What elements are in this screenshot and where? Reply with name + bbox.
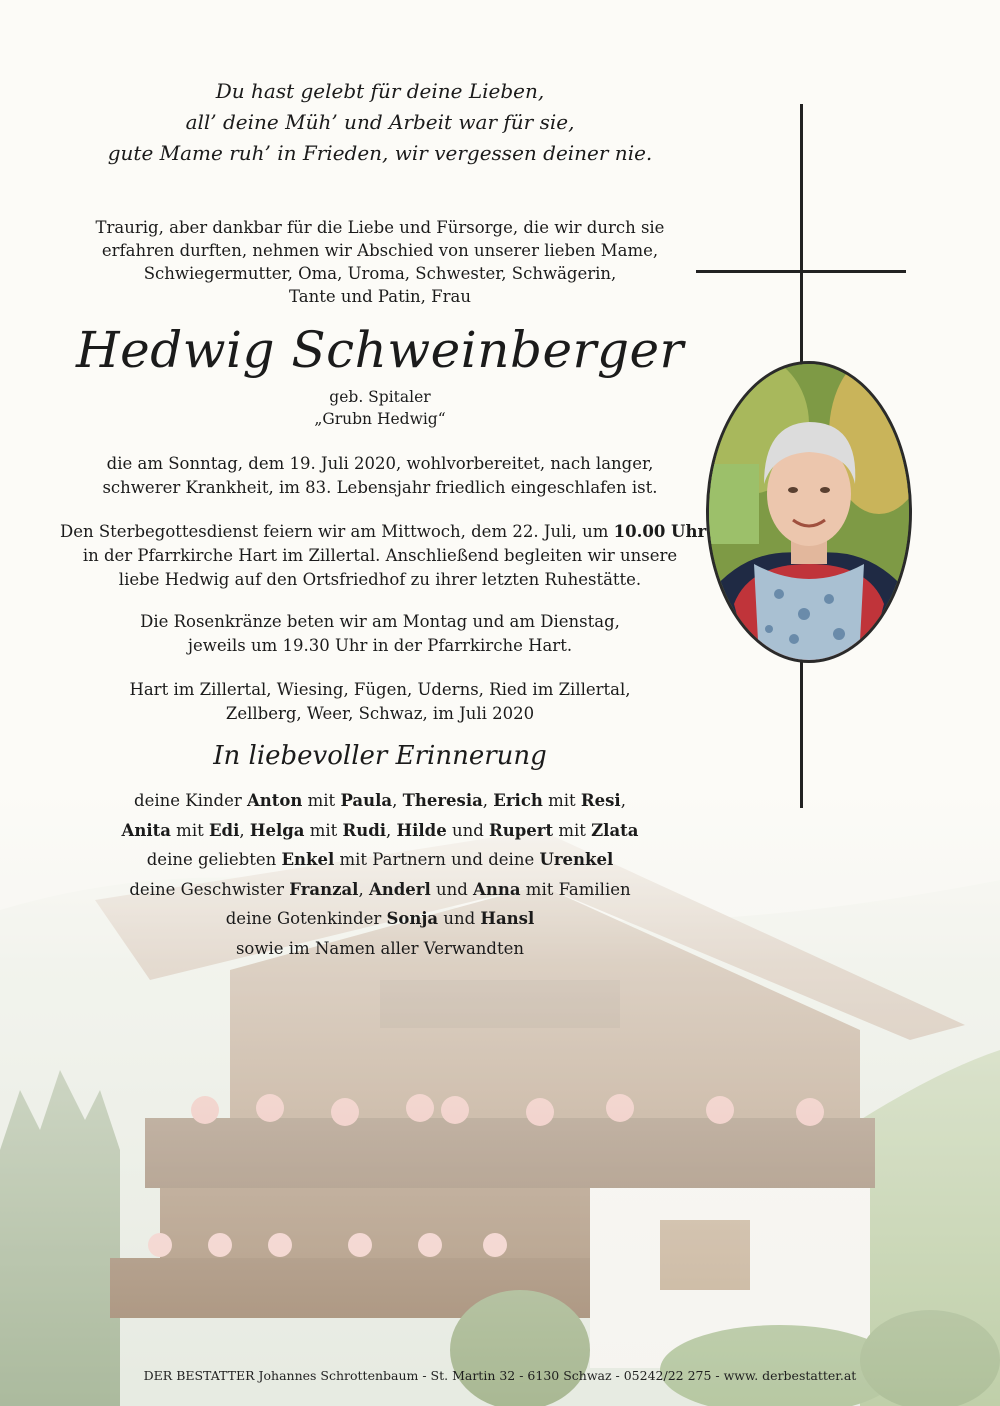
cross-horizontal-bar (696, 270, 906, 273)
memory-title: In liebevoller Erinnerung (213, 741, 547, 771)
funeral-home-footer: DER BESTATTER Johannes Schrottenbaum - St. Martin 32 - 6130 Schwaz - 05242/22 275 - www. derbestatter.at (143, 1368, 857, 1383)
text: deine Geschwister (129, 879, 290, 899)
name: Theresia (402, 791, 483, 810)
mourners-line-4 (60, 875, 700, 905)
places-line-2: Zellberg, Weer, Schwaz, im Juli 2020 (225, 704, 535, 723)
intro-line-4: Tante und Patin, Frau (289, 287, 471, 306)
intro-line-3: Schwiegermutter, Oma, Uroma, Schwester, Schwägerin, (143, 264, 617, 283)
name: Hansl (480, 909, 535, 928)
name: Rupert (489, 820, 554, 840)
funeral-notice (60, 520, 707, 592)
motto-verse (60, 76, 700, 169)
name: Rudi (342, 820, 387, 840)
portrait-illustration (709, 364, 909, 660)
funeral-line-1-text: Den Sterbegottesdienst feiern wir am Mittwoch, dem 22. Juli, um (60, 522, 614, 541)
text: und (438, 909, 481, 928)
text: mit (304, 820, 343, 840)
mourners-line-5 (60, 904, 700, 934)
name: Erich (493, 791, 543, 810)
text: , (386, 820, 397, 840)
name: Anna (473, 879, 521, 899)
text: , (620, 791, 626, 810)
intro-line-1: Traurig, aber dankbar für die Liebe und Fürsorge, die wir durch sie (95, 218, 665, 237)
name: Helga (249, 820, 305, 840)
text: mit (542, 791, 581, 810)
places-line-1: Hart im Zillertal, Wiesing, Fügen, Uderns, Ried im Zillertal, (129, 680, 631, 699)
text: mit (170, 820, 209, 840)
text: , (239, 820, 250, 840)
deceased-name: Hedwig Schweinberger (76, 321, 684, 379)
name: Enkel (281, 850, 335, 869)
intro-text (60, 216, 700, 308)
text: und (430, 879, 474, 899)
text: , (392, 791, 403, 810)
mourners-line-1 (60, 786, 700, 816)
name: Sonja (386, 909, 439, 928)
death-line-1: die am Sonntag, dem 19. Juli 2020, wohlvorbereitet, nach langer, (106, 454, 654, 473)
intro-line-2: erfahren durften, nehmen wir Abschied von unserer lieben Mame, (101, 241, 659, 260)
places-date (60, 678, 700, 726)
death-notice (60, 452, 700, 500)
funeral-line-3: liebe Hedwig auf den Ortsfriedhof zu ihrer letzten Ruhestätte. (118, 570, 642, 589)
name: Anderl (368, 879, 431, 899)
motto-line-3: gute Mame ruh’ in Frieden, wir vergessen deiner nie. (107, 141, 653, 165)
text: , (482, 791, 494, 810)
name: Zlata (591, 820, 639, 840)
birth-name: geb. Spitaler (329, 388, 431, 406)
death-line-2: schwerer Krankheit, im 83. Lebensjahr friedlich eingeschlafen ist. (102, 478, 658, 497)
name: Urenkel (539, 850, 614, 869)
text: mit Familien (520, 879, 631, 899)
name: Resi (580, 791, 621, 810)
nickname: „Grubn Hedwig“ (314, 410, 446, 428)
name: Paula (340, 791, 393, 810)
text: deine Gotenkinder (225, 909, 387, 928)
name: Anton (246, 791, 303, 810)
name: Anita (121, 820, 171, 840)
name: Hilde (396, 820, 447, 840)
motto-line-1: Du hast gelebt für deine Lieben, (215, 79, 545, 103)
rosary-line-2: jeweils um 19.30 Uhr in der Pfarrkirche Hart. (187, 636, 573, 655)
name: Franzal (289, 879, 359, 899)
text: und (446, 820, 490, 840)
rosary-notice (60, 610, 700, 658)
text: , (358, 879, 369, 899)
funeral-line-2: in der Pfarrkirche Hart im Zillertal. Anschließend begleiten wir unsere (82, 546, 678, 565)
text: mit Partnern und deine (334, 850, 540, 869)
mourners-line-3 (60, 845, 700, 875)
text: deine Kinder (134, 791, 247, 810)
text: mit (302, 791, 341, 810)
mourners-list (60, 786, 700, 963)
rosary-line-1: Die Rosenkränze beten wir am Montag und am Dienstag, (140, 612, 620, 631)
portrait-photo (706, 361, 912, 663)
birth-name-block (260, 386, 500, 430)
text: mit (553, 820, 592, 840)
mourners-line-6: sowie im Namen aller Verwandten (235, 938, 525, 958)
funeral-time: 10.00 Uhr (613, 522, 707, 541)
text: deine geliebten (146, 850, 282, 869)
name: Edi (208, 820, 240, 840)
funeral-line-1 (60, 520, 707, 544)
mourners-line-2 (60, 816, 700, 846)
motto-line-2: all’ deine Müh’ und Arbeit war für sie, (185, 110, 575, 134)
